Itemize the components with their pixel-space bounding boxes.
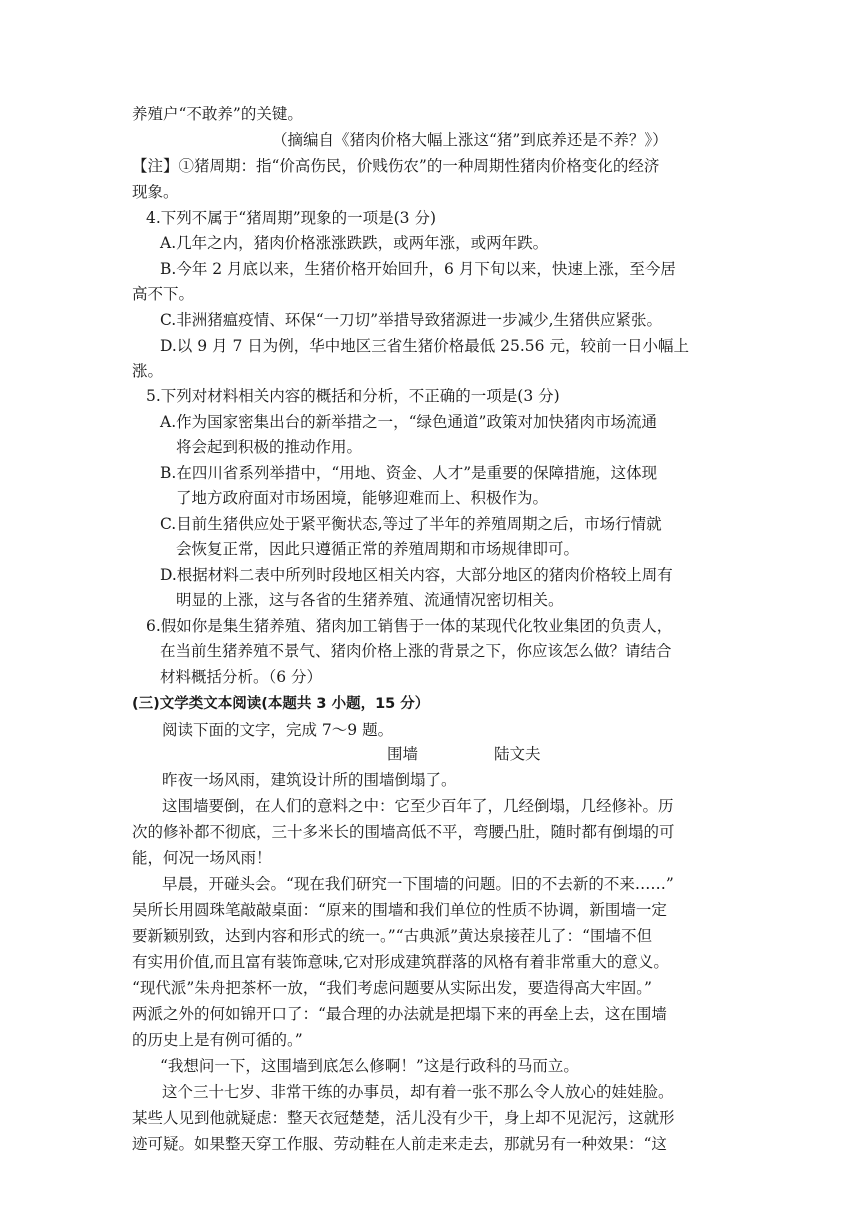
intro-line: 养殖户“不敢养”的关键。 bbox=[132, 105, 303, 123]
question-5-option-d-cont: 明显的上涨，这与各省的生猪养殖、流通情况密切相关。 bbox=[176, 591, 564, 609]
question-4-option-a: A.几年之内，猪肉价格涨涨跌跌，或两年涨，或两年跌。 bbox=[160, 234, 549, 252]
section-heading: (三)文学类文本阅读(本题共 3 小题，15 分） bbox=[132, 696, 430, 712]
story-paragraph-3-line-3: 要新颖别致，达到内容和形式的统一。”“古典派”黄达泉接茬儿了：“围墙不但 bbox=[132, 927, 652, 945]
question-6-line-3: 材料概括分析。（6 分） bbox=[160, 668, 323, 686]
story-paragraph-2-line-1: 这围墙要倒，在人们的意料之中：它至少百年了，几经倒塌，几经修补。历 bbox=[162, 797, 674, 815]
story-paragraph-3-line-4: 有实用价值,而且富有装饰意味,它对形成建筑群落的风格有着非常重大的意义。 bbox=[132, 953, 669, 971]
story-paragraph-5-line-3: 迹可疑。如果整天穿工作服、劳动鞋在人前走来走去，那就另有一种效果：“这 bbox=[132, 1135, 667, 1153]
note-line-1: 【注】①猪周期：指“价高伤民，价贱伤农”的一种周期性猪肉价格变化的经济 bbox=[132, 157, 660, 175]
story-title: 围墙 bbox=[387, 745, 419, 763]
story-paragraph-3-line-1: 早晨，开碰头会。“现在我们研究一下围墙的问题。旧的不去新的不来……” bbox=[162, 875, 674, 893]
source-citation: （摘编自《猪肉价格大幅上涨这“猪”到底养还是不养？》） bbox=[272, 131, 668, 149]
story-paragraph-1: 昨夜一场风雨，建筑设计所的围墙倒塌了。 bbox=[162, 771, 457, 789]
story-paragraph-3-line-7: 的历史上是有例可循的。” bbox=[132, 1031, 303, 1049]
question-6-line-1: 6.假如你是集生猪养殖、猪肉加工销售于一体的某现代化牧业集团的负责人， bbox=[146, 617, 673, 635]
question-4-stem: 4.下列不属于“猪周期”现象的一项是(3 分) bbox=[146, 209, 437, 227]
question-5-option-a: A.作为国家密集出台的新举措之一，“绿色通道”政策对加快猪肉市场流通 bbox=[160, 413, 657, 431]
question-4-option-b: B.今年 2 月底以来，生猪价格开始回升，6 月下旬以来，快速上涨，至今居 bbox=[160, 260, 676, 278]
story-paragraph-2-line-3: 能，何况一场风雨！ bbox=[132, 849, 272, 867]
question-5-option-a-cont: 将会起到积极的推动作用。 bbox=[176, 438, 363, 456]
story-paragraph-5-line-2: 某些人见到他就疑虑：整天衣冠楚楚，活儿没有少干，身上却不见泥污，这就形 bbox=[132, 1109, 675, 1127]
question-4-option-d-cont: 涨。 bbox=[132, 362, 164, 380]
story-paragraph-3-line-2: 吴所长用圆珠笔敲敲桌面：“原来的围墙和我们单位的性质不协调，新围墙一定 bbox=[132, 901, 667, 919]
question-4-option-d: D.以 9 月 7 日为例，华中地区三省生猪价格最低 25.56 元，较前一日小幅上 bbox=[160, 337, 689, 355]
reading-instruction: 阅读下面的文字，完成 7～9 题。 bbox=[162, 721, 394, 739]
question-5-option-c-cont: 会恢复正常，因此只遵循正常的养殖周期和市场规律即可。 bbox=[176, 540, 580, 558]
question-5-option-c: C.目前生猪供应处于紧平衡状态,等过了半年的养殖周期之后，市场行情就 bbox=[160, 515, 662, 533]
question-4-option-c: C.非洲猪瘟疫情、环保“一刀切”举措导致猪源进一步减少,生猪供应紧张。 bbox=[160, 311, 663, 329]
story-paragraph-2-line-2: 次的修补都不彻底，三十多米长的围墙高低不平，弯腰凸肚，随时都有倒塌的可 bbox=[132, 823, 675, 841]
story-paragraph-3-line-6: 两派之外的何如锦开口了：“最合理的办法就是把塌下来的再垒上去，这在围墙 bbox=[132, 1005, 667, 1023]
story-paragraph-3-line-5: “现代派”朱舟把茶杯一放，“我们考虑问题要从实际出发，要造得高大牢固。” bbox=[132, 979, 652, 997]
question-5-option-d: D.根据材料二表中所列时段地区相关内容，大部分地区的猪肉价格较上周有 bbox=[160, 566, 673, 584]
question-6-line-2: 在当前生猪养殖不景气、猪肉价格上涨的背景之下，你应该怎么做？请结合 bbox=[160, 642, 672, 660]
story-paragraph-4: “我想问一下，这围墙到底怎么修啊！”这是行政科的马而立。 bbox=[160, 1057, 579, 1075]
story-paragraph-5-line-1: 这个三十七岁、非常干练的办事员，却有着一张不那么令人放心的娃娃脸。 bbox=[162, 1083, 674, 1101]
note-line-2: 现象。 bbox=[132, 183, 179, 201]
question-4-option-b-cont: 高不下。 bbox=[132, 285, 195, 303]
story-author: 陆文夫 bbox=[494, 745, 541, 763]
question-5-stem: 5.下列对材料相关内容的概括和分析，不正确的一项是(3 分) bbox=[146, 387, 560, 405]
question-5-option-b-cont: 了地方政府面对市场困境，能够迎难而上、积极作为。 bbox=[176, 489, 549, 507]
question-5-option-b: B.在四川省系列举措中，“用地、资金、人才”是重要的保障措施，这体现 bbox=[160, 464, 658, 482]
